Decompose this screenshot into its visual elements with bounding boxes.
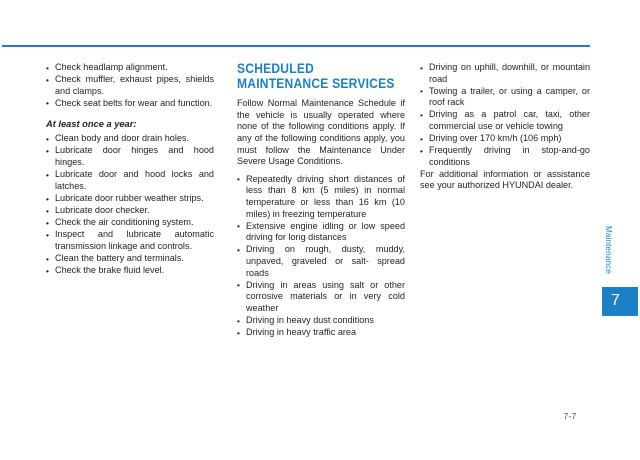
list-item [46, 193, 214, 205]
closing-paragraph: For additional information or assistance see your authorized HYUNDAI dealer. [420, 168, 590, 191]
list-item [237, 174, 405, 220]
list-item-text: Lubricate door hinges and hood hinges. [55, 145, 214, 168]
chapter-tab-label: Maintenance [604, 226, 613, 274]
list-item [237, 327, 405, 339]
list-item [46, 169, 214, 192]
list-item-text: Driving on uphill, downhill, or mountain road [429, 62, 590, 84]
list-item [46, 205, 214, 217]
list-item-text: Check the air conditioning system. [55, 217, 194, 228]
list-item-text: Extensive engine idling or low speed driving for long distances [246, 220, 405, 243]
list-item-text: Lubricate door rubber weather strips. [55, 192, 204, 203]
chapter-number-badge [602, 287, 638, 316]
list-item-text: Check headlamp alignment. [55, 62, 168, 72]
severe-conditions-list-right [420, 62, 590, 168]
list-item [237, 244, 405, 279]
list-item [420, 86, 590, 109]
list-item [46, 229, 214, 252]
header-rule [2, 45, 590, 47]
list-item-text: Check the brake fluid level. [55, 264, 165, 275]
list-item [420, 145, 590, 168]
list-item [237, 315, 405, 327]
page-number: 7-7 [563, 411, 577, 421]
list-item [46, 98, 214, 110]
list-item [237, 221, 405, 244]
list-item-text: Lubricate door checker. [55, 204, 150, 215]
list-item [420, 109, 590, 132]
list-item-text: Driving over 170 km/h (106 mph) [429, 133, 562, 144]
list-item-text: Check muffler, exhaust pipes, shields and clamps. [55, 74, 214, 96]
list-item-text: Towing a trailer, or using a camper, or roof rack [429, 85, 590, 108]
list-item [420, 62, 590, 85]
yearly-bullet-list [46, 133, 214, 276]
list-item [46, 265, 214, 277]
list-item [46, 133, 214, 145]
list-item-text: Check seat belts for wear and function. [55, 97, 213, 108]
intro-paragraph: Follow Normal Maintenance Schedule if the vehicle is usually operated where none of the following conditions apply. If any of the following conditions apply, you must follow the Maintenance Under Severe Usage Conditions. [237, 98, 405, 167]
chapter-number: 7 [611, 292, 620, 309]
list-item [420, 133, 590, 145]
list-item-text: Driving in areas using salt or other corrosive materials or in very cold weather [246, 279, 405, 313]
list-item-text: Driving in heavy dust conditions [246, 314, 374, 325]
yearly-subheading: At least once a year: [46, 119, 137, 130]
list-item-text: Clean body and door drain holes. [55, 133, 189, 144]
list-item-text: Clean the battery and terminals. [55, 252, 184, 263]
list-item-text: Lubricate door and hood locks and latches. [55, 169, 214, 191]
list-item [46, 74, 214, 97]
list-item-text: Driving on rough, dusty, muddy, unpaved, graveled or salt- spread roads [246, 244, 405, 278]
severe-conditions-list-middle [237, 174, 405, 339]
left-column [46, 62, 214, 277]
middle-column [237, 62, 405, 339]
list-item [46, 62, 214, 74]
right-column [420, 62, 590, 198]
list-item [46, 217, 214, 229]
list-item-text: Inspect and lubricate automatic transmission linkage and controls. [55, 229, 214, 251]
list-item-text: Frequently driving in stop-and-go conditions [429, 145, 590, 167]
list-item-text: Driving in heavy traffic area [246, 326, 357, 337]
list-item [46, 253, 214, 265]
list-item [46, 145, 214, 168]
left-top-bullet-list [46, 62, 214, 109]
list-item-text: Repeatedly driving short distances of less than 8 km (5 miles) in normal temperature or less than 16 km (10 miles) in freezing temperature [246, 173, 405, 219]
list-item-text: Driving as a patrol car, taxi, other commercial use or vehicle towing [429, 109, 590, 131]
list-item [237, 280, 405, 315]
chapter-tab [602, 226, 614, 286]
section-title: SCHEDULED MAINTENANCE SERVICES [237, 61, 395, 91]
